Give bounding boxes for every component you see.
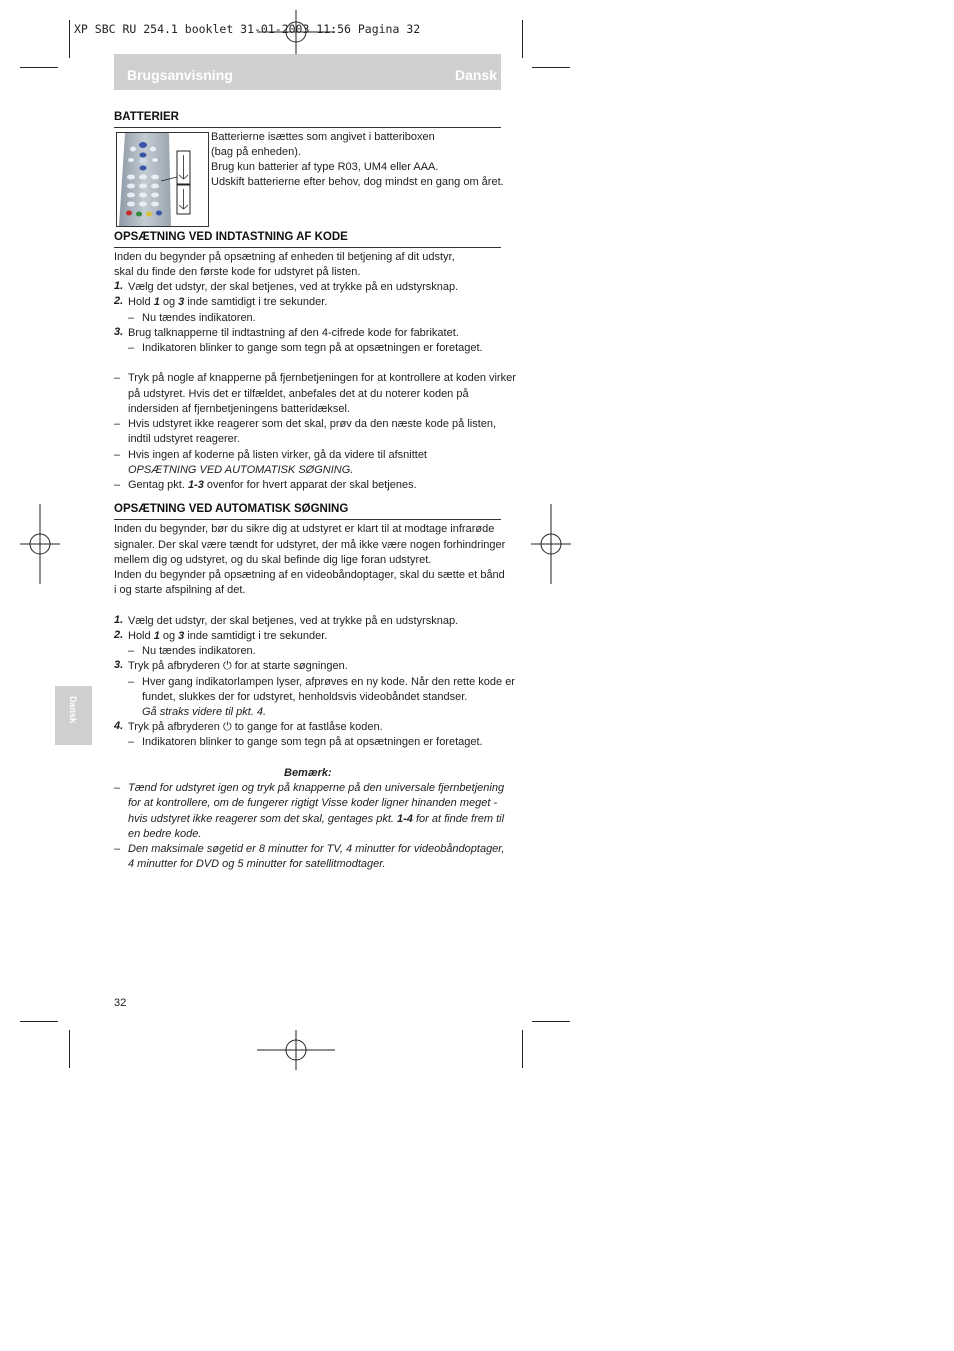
kode-step-3-sub: Indikatoren blinker to gange som tegn på at opsætningen er foretaget. xyxy=(142,342,483,354)
kode-note-line: indersiden af fjernbetjeningens batteridæksel. xyxy=(128,403,350,415)
print-slug: XP SBC RU 254.1 booklet 31-01-2003 11:56 Pagina 32 xyxy=(74,22,421,36)
note-line: Tænd for udstyret igen og tryk på knapperne på den universale fjernbetjening xyxy=(128,782,505,794)
kode-note-line: Tryk på nogle af knapperne på fjernbetjeningen for at kontrollere at koden virker xyxy=(128,372,516,384)
dash-marker: – xyxy=(114,843,121,855)
kode-note-line: Hvis ingen af koderne på listen virker, gå da videre til afsnittet xyxy=(128,449,427,461)
note-line: for at kontrollere, om de fungerer rigtigt Visse koder ligner hinanden meget - xyxy=(128,797,498,809)
note-line: 4 minutter for DVD og 5 minutter for satellitmodtager. xyxy=(128,858,386,870)
registration-mark-icon xyxy=(20,504,60,584)
kode-intro-line: Inden du begynder på opsætning af enheden til betjening af dit udstyr, xyxy=(114,251,455,263)
step-number: 4. xyxy=(114,720,124,732)
header-language: Dansk xyxy=(454,67,497,83)
step-number: 2. xyxy=(114,295,124,307)
note-line: Den maksimale søgetid er 8 minutter for TV, 4 minutter for videobåndoptager, xyxy=(128,843,505,855)
auto-step-2-sub: Nu tændes indikatoren. xyxy=(142,645,256,657)
side-tab-label: Dansk xyxy=(68,696,78,724)
step-number: 3. xyxy=(114,326,124,338)
registration-mark-icon xyxy=(257,10,335,56)
note-line: en bedre kode. xyxy=(128,828,202,840)
crop-mark-icon xyxy=(69,20,70,58)
language-side-tab xyxy=(55,686,92,745)
step-number: 1. xyxy=(114,280,124,292)
auto-step-3-sub-italic: Gå straks videre til pkt. 4. xyxy=(142,706,267,718)
auto-intro-line: mellem dig og udstyret, og du skal befinde dig lige foran udstyret. xyxy=(114,554,432,566)
dash-marker: – xyxy=(114,782,121,794)
dash-marker: – xyxy=(114,418,121,430)
kode-note-line: Hvis udstyret ikke reagerer som det skal, prøv da den næste kode på listen, xyxy=(128,418,497,430)
kode-note-line: indtil udstyret reagerer. xyxy=(128,433,240,445)
auto-step-3-sub: Hver gang indikatorlampen lyser, afprøves en ny kode. Når den rette kode er xyxy=(142,676,515,688)
auto-step-4: Tryk på afbryderen ⏻ to gange for at fastlåse koden. xyxy=(128,721,383,733)
header-title: Brugsanvisning xyxy=(127,67,233,83)
kode-note-reference: OPSÆTNING VED AUTOMATISK SØGNING. xyxy=(128,464,354,476)
dash-marker: – xyxy=(114,449,121,461)
dash-marker: – xyxy=(114,479,121,491)
auto-intro-line: signaler. Der skal være tændt for udstyret, der må ikke være nogen forhindringer xyxy=(114,539,506,551)
crop-mark-icon xyxy=(532,1021,570,1022)
kode-intro-line: skal du finde den første kode for udstyret på listen. xyxy=(114,266,361,278)
crop-mark-icon xyxy=(20,67,58,68)
auto-step-2: Hold 1 og 3 inde samtidigt i tre sekunder. xyxy=(128,630,328,642)
auto-step-4-sub: Indikatoren blinker to gange som tegn på at opsætningen er foretaget. xyxy=(142,736,483,748)
page-header xyxy=(114,54,501,90)
note-line: hvis udstyret ikke reagerer som det skal, gentages pkt. 1-4 for at finde frem til xyxy=(128,813,505,825)
step-number: 2. xyxy=(114,629,124,641)
remote-control-illustration xyxy=(116,132,209,227)
registration-mark-icon xyxy=(531,504,571,584)
crop-mark-icon xyxy=(20,1021,58,1022)
dash-marker: – xyxy=(128,312,135,324)
kode-note-line: på udstyret. Hvis det er tilfældet, anbefales det at du noterer koden på xyxy=(128,388,469,400)
dash-marker: – xyxy=(128,645,135,657)
dash-marker: – xyxy=(114,372,121,384)
crop-mark-icon xyxy=(69,1030,70,1068)
section-heading-kode: OPSÆTNING VED INDTASTNING AF KODE xyxy=(114,231,501,248)
auto-intro-line: Inden du begynder på opsætning af en videobåndoptager, skal du sætte et bånd xyxy=(114,569,505,581)
batterier-line: Brug kun batterier af type R03, UM4 eller AAA. xyxy=(211,161,439,173)
batterier-line: Udskift batterierne efter behov, dog mindst en gang om året. xyxy=(211,176,504,188)
step-number: 3. xyxy=(114,659,124,671)
page-number: 32 xyxy=(114,997,127,1009)
kode-step-2: Hold 1 og 3 inde samtidigt i tre sekunder. xyxy=(128,296,328,308)
registration-mark-icon xyxy=(257,1030,335,1070)
dash-marker: – xyxy=(128,736,135,748)
crop-mark-icon xyxy=(532,67,570,68)
auto-step-3-sub: fundet, slukkes der for udstyret, henholdsvis videobåndet standser. xyxy=(142,691,468,703)
section-heading-auto: OPSÆTNING VED AUTOMATISK SØGNING xyxy=(114,503,501,520)
kode-step-2-sub: Nu tændes indikatoren. xyxy=(142,312,256,324)
note-title: Bemærk: xyxy=(284,767,332,779)
dash-marker: – xyxy=(128,342,135,354)
dash-marker: – xyxy=(128,676,135,688)
kode-step-3: Brug talknapperne til indtastning af den 4-cifrede kode for fabrikatet. xyxy=(128,327,459,339)
auto-step-3: Tryk på afbryderen ⏻ for at starte søgningen. xyxy=(128,660,348,672)
auto-intro-line: Inden du begynder, bør du sikre dig at udstyret er klart til at modtage infrarøde xyxy=(114,523,495,535)
batterier-line: Batterierne isættes som angivet i batteriboxen xyxy=(211,131,435,143)
crop-mark-icon xyxy=(522,1030,523,1068)
step-number: 1. xyxy=(114,614,124,626)
auto-step-1: Vælg det udstyr, der skal betjenes, ved at trykke på en udstyrsknap. xyxy=(128,615,459,627)
kode-step-1: Vælg det udstyr, der skal betjenes, ved at trykke på en udstyrsknap. xyxy=(128,281,459,293)
kode-note-repeat: Gentag pkt. 1-3 ovenfor for hvert apparat der skal betjenes. xyxy=(128,479,417,491)
section-heading-batterier: BATTERIER xyxy=(114,111,501,128)
crop-mark-icon xyxy=(522,20,523,58)
batterier-line: (bag på enheden). xyxy=(211,146,301,158)
auto-intro-line: i og starte afspilning af det. xyxy=(114,584,246,596)
